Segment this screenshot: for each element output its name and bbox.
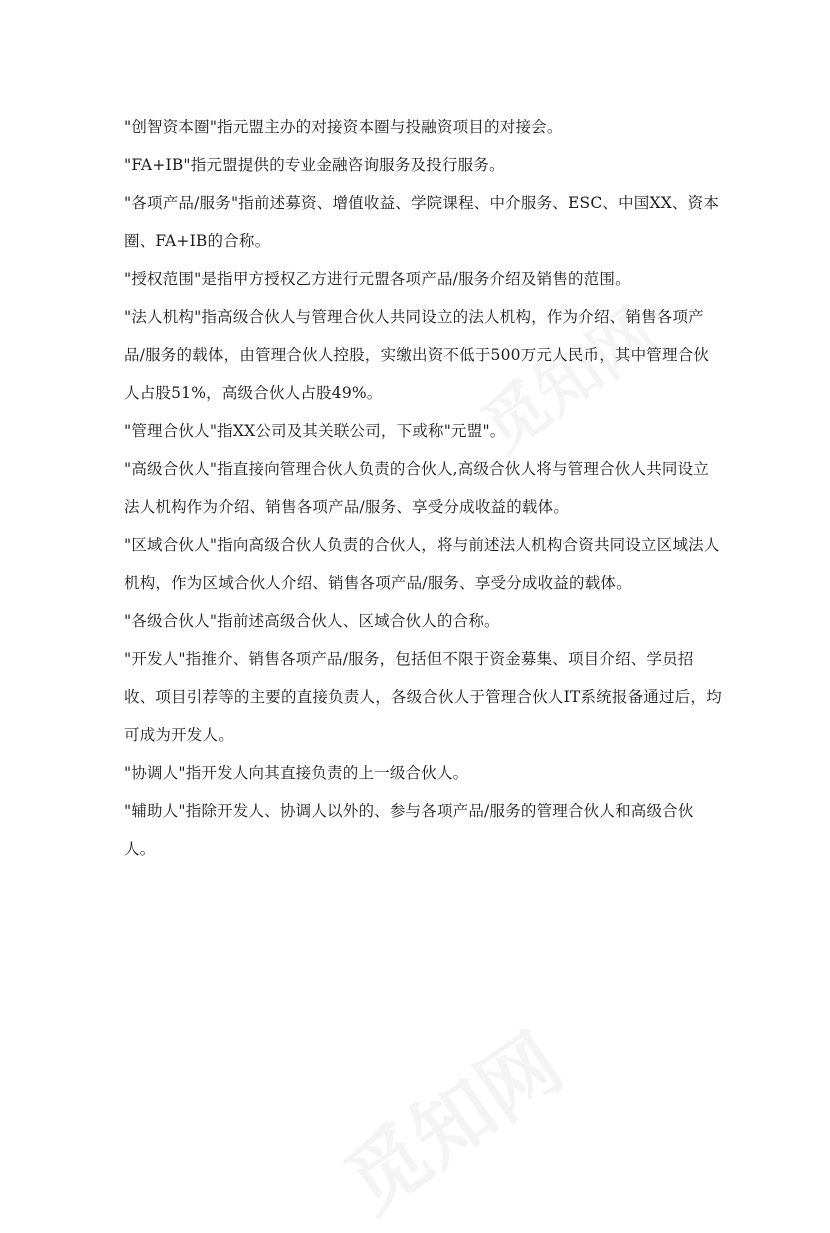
definition-paragraph: "区域合伙人"指向高级合伙人负责的合伙人，将与前述法人机构合资共同设立区域法人机构，作为区域合伙人介绍、销售各项产品/服务、享受分成收益的载体。 [124,536,720,592]
watermark-logo [319,1002,582,1233]
definition-paragraph: "高级合伙人"指直接向管理合伙人负责的合伙人,高级合伙人将与管理合伙人共同设立法人机构作为介绍、销售各项产品/服务、享受分成收益的载体。 [124,460,709,516]
definition-paragraph: "创智资本圈"指元盟主办的对接资本圈与投融资项目的对接会。 [124,118,563,136]
definition-paragraph: "辅助人"指除开发人、协调人以外的、参与各项产品/服务的管理合伙人和高级合伙人。 [124,802,694,858]
definition-paragraph: "管理合伙人"指XX公司及其关联公司，下或称"元盟"。 [124,422,506,440]
document-body [124,108,724,868]
definition-paragraph: "协调人"指开发人向其直接负责的上一级合伙人。 [124,764,469,782]
definition-paragraph: "开发人"指推介、销售各项产品/服务，包括但不限于资金募集、项目介绍、学员招收、项目引荐等的主要的直接负责人，各级合伙人于管理合伙人IT系统报备通过后，均可成为开发人。 [124,650,722,744]
definition-paragraph: "各级合伙人"指前述高级合伙人、区域合伙人的合称。 [124,612,500,630]
definition-paragraph: "各项产品/服务"指前述募资、增值收益、学院课程、中介服务、ESC、中国XX、资本圈、FA+IB的合称。 [124,194,720,250]
definition-paragraph: "授权范围"是指甲方授权乙方进行元盟各项产品/服务介绍及销售的范围。 [124,270,631,288]
definition-paragraph: "法人机构"指高级合伙人与管理合伙人共同设立的法人机构，作为介绍、销售各项产品/服务的载体，由管理合伙人控股，实缴出资不低于500万元人民币，其中管理合伙人占股51%，高级合伙人占股49%。 [124,308,710,402]
definition-paragraph: "FA+IB"指元盟提供的专业金融咨询服务及投行服务。 [124,156,505,174]
